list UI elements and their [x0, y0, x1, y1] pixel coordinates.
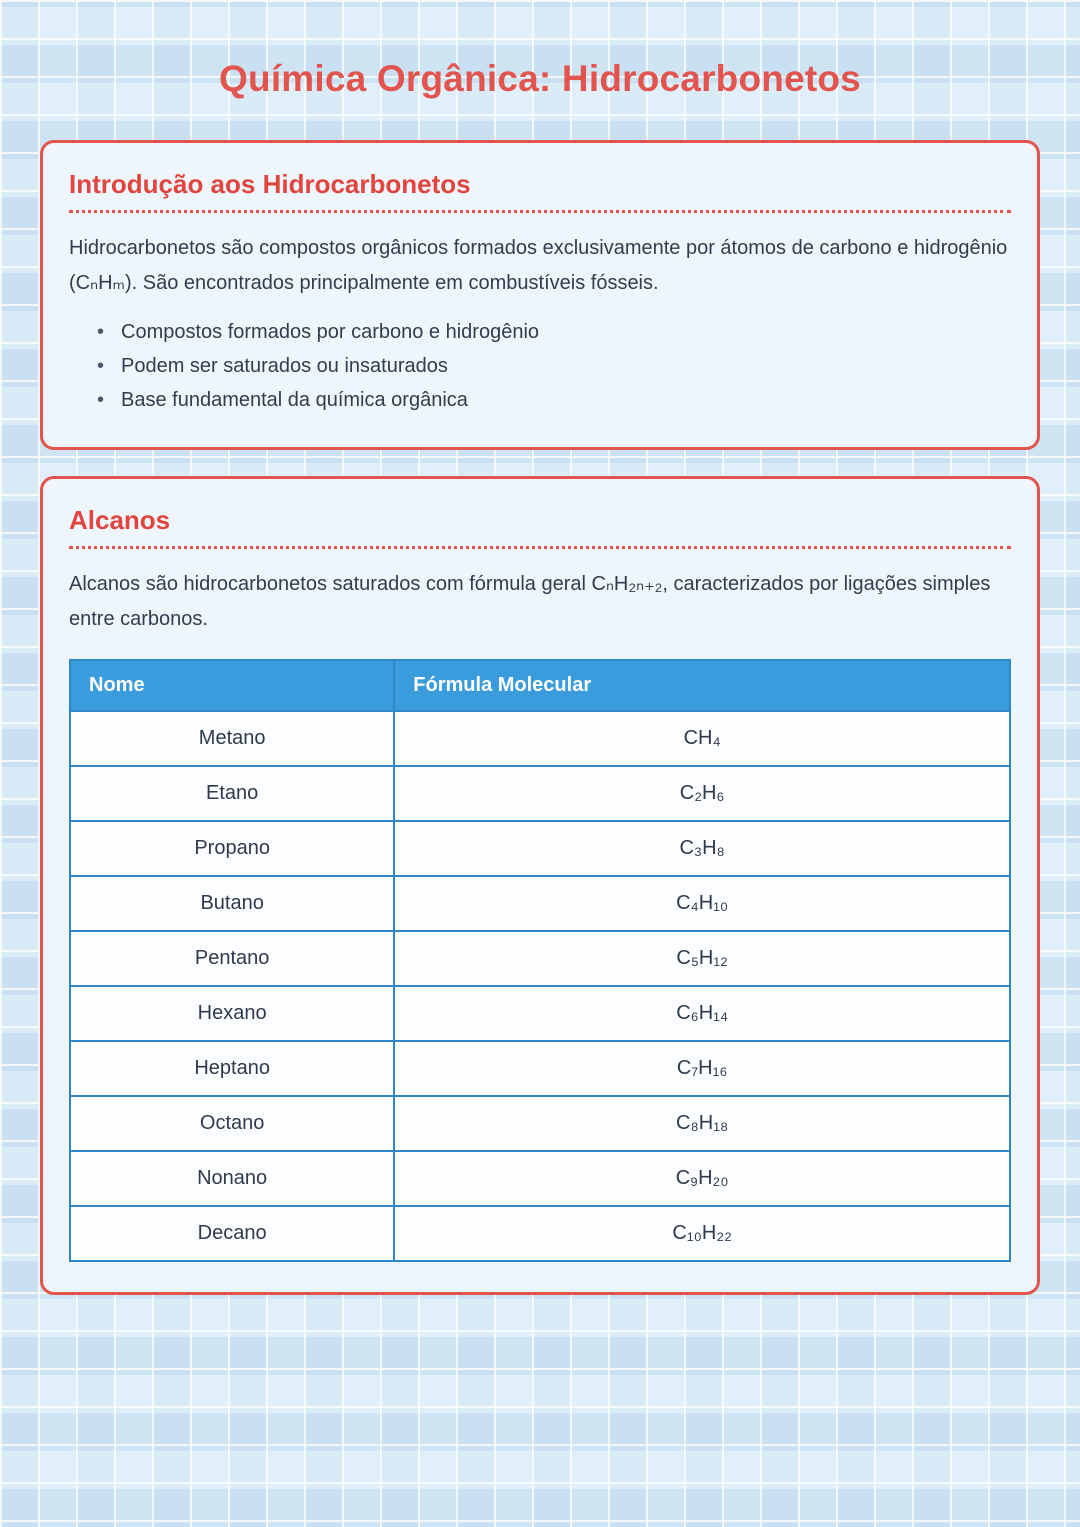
- table-row: [70, 931, 1010, 986]
- cell-formula: C₂H₆: [394, 766, 1010, 821]
- cell-formula: C₃H₈: [394, 821, 1010, 876]
- cell-name: Decano: [70, 1206, 394, 1261]
- intro-bullet-list: [69, 315, 1011, 417]
- bullet-item: [97, 315, 1011, 349]
- intro-heading: Introdução aos Hidrocarbonetos: [69, 169, 471, 199]
- cell-formula: C₉H₂₀: [394, 1151, 1010, 1206]
- table-row: [70, 876, 1010, 931]
- bullet-text: Podem ser saturados ou insaturados: [121, 355, 448, 377]
- bullet-marker: •: [97, 355, 105, 377]
- table-row: [70, 1096, 1010, 1151]
- alkanes-table: [69, 659, 1011, 1262]
- alcanos-card: [40, 476, 1040, 1295]
- cell-formula: C₈H₁₈: [394, 1096, 1010, 1151]
- table-row: [70, 1041, 1010, 1096]
- cell-formula: C₄H₁₀: [394, 876, 1010, 931]
- bullet-text: Base fundamental da química orgânica: [121, 389, 468, 411]
- alcanos-paragraph: Alcanos são hidrocarbonetos saturados com fórmula geral CₙH₂ₙ₊₂, caracterizados por ligações simples entre carbonos.: [69, 573, 991, 630]
- dotted-divider: [69, 210, 1011, 213]
- cell-formula: CH₄: [394, 711, 1010, 766]
- intro-card: [40, 140, 1040, 450]
- bullet-item: [97, 349, 1011, 383]
- page-title: Química Orgânica: Hidrocarbonetos: [219, 58, 861, 99]
- cell-name: Metano: [70, 711, 394, 766]
- alcanos-heading: Alcanos: [69, 505, 171, 535]
- dotted-divider: [69, 546, 1011, 549]
- cell-name: Heptano: [70, 1041, 394, 1096]
- cell-name: Etano: [70, 766, 394, 821]
- table-header-formula: Fórmula Molecular: [394, 660, 1010, 711]
- cell-name: Octano: [70, 1096, 394, 1151]
- table-row: [70, 986, 1010, 1041]
- cell-name: Nonano: [70, 1151, 394, 1206]
- table-row: [70, 1151, 1010, 1206]
- cell-name: Butano: [70, 876, 394, 931]
- table-row: [70, 1206, 1010, 1261]
- intro-paragraph: Hidrocarbonetos são compostos orgânicos formados exclusivamente por átomos de carbono e hidrogênio (CₙHₘ). São encontrados principalmente em combustíveis fósseis.: [69, 237, 1008, 294]
- table-row: [70, 711, 1010, 766]
- cell-formula: C₁₀H₂₂: [394, 1206, 1010, 1261]
- table-row: [70, 766, 1010, 821]
- table-header-nome: Nome: [70, 660, 394, 711]
- cell-name: Propano: [70, 821, 394, 876]
- bullet-text: Compostos formados por carbono e hidrogênio: [121, 321, 540, 343]
- table-row: [70, 821, 1010, 876]
- bullet-marker: •: [97, 389, 105, 411]
- cell-formula: C₆H₁₄: [394, 986, 1010, 1041]
- bullet-item: [97, 383, 1011, 417]
- cell-formula: C₅H₁₂: [394, 931, 1010, 986]
- bullet-marker: •: [97, 321, 105, 343]
- cell-name: Pentano: [70, 931, 394, 986]
- cell-formula: C₇H₁₆: [394, 1041, 1010, 1096]
- cell-name: Hexano: [70, 986, 394, 1041]
- table-header-row: [70, 660, 1010, 711]
